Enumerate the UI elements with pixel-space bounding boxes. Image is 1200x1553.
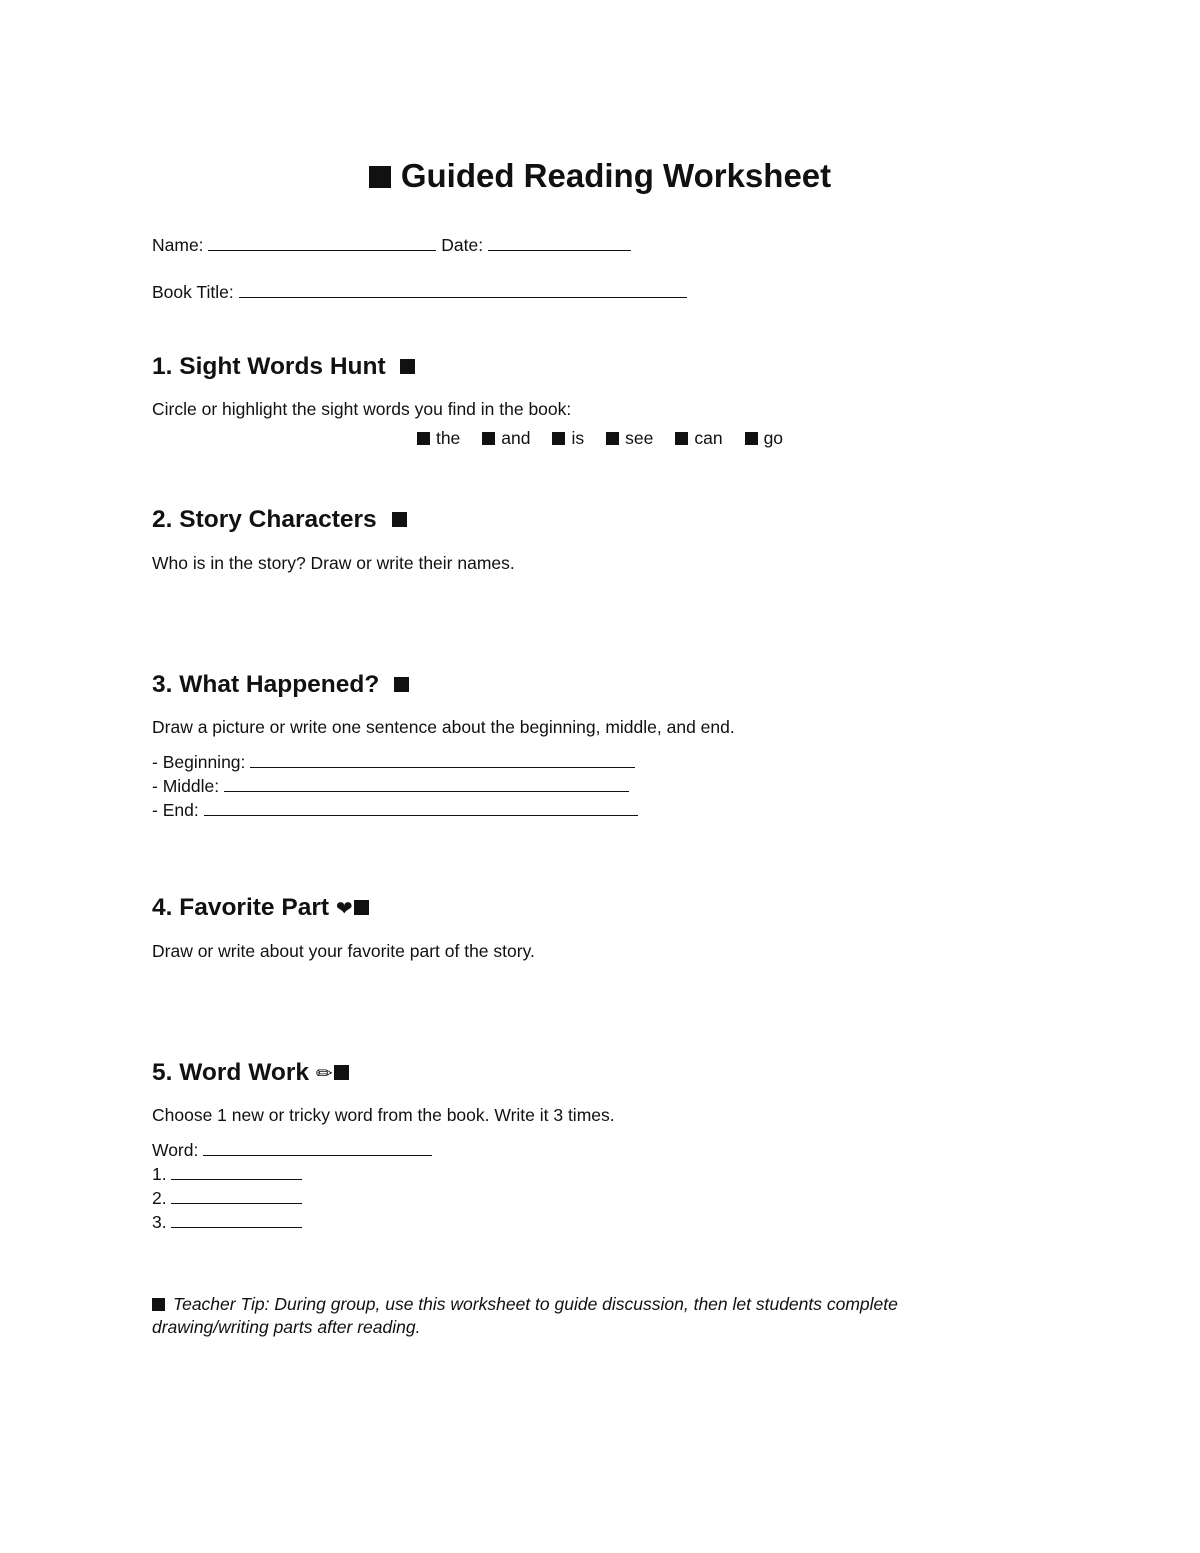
teacher-tip-text: Teacher Tip: During group, use this worksheet to guide discussion, then let students complete drawing/writing parts after reading. xyxy=(152,1294,898,1337)
sight-word-item[interactable] xyxy=(606,427,653,449)
square-bullet-icon xyxy=(400,359,415,374)
practice-row-1 xyxy=(152,1163,302,1185)
name-date-row xyxy=(152,234,631,256)
title-text: Guided Reading Worksheet xyxy=(400,157,832,194)
section-4-heading xyxy=(152,893,375,924)
page-title xyxy=(0,155,1200,197)
middle-blank[interactable] xyxy=(224,776,629,792)
section-2-heading xyxy=(152,505,413,535)
sight-word-item[interactable] xyxy=(675,427,722,449)
section-3-title: 3. What Happened? xyxy=(152,671,380,698)
square-bullet-icon xyxy=(152,1298,165,1311)
beginning-blank[interactable] xyxy=(250,752,635,768)
section-2-title: 2. Story Characters xyxy=(152,506,377,533)
checkbox-square-icon xyxy=(552,432,565,445)
word-blank[interactable] xyxy=(203,1140,432,1156)
beginning-label: - Beginning: xyxy=(152,752,246,772)
sight-word-item[interactable] xyxy=(552,427,584,449)
date-label: Date: xyxy=(441,235,484,255)
square-bullet-icon xyxy=(392,512,407,527)
section-3-instruction: Draw a picture or write one sentence about the beginning, middle, and end. xyxy=(152,717,735,737)
section-4-title: 4. Favorite Part xyxy=(152,894,330,921)
end-label: - End: xyxy=(152,800,199,820)
checkbox-square-icon xyxy=(417,432,430,445)
section-2-instruction: Who is in the story? Draw or write their names. xyxy=(152,553,515,573)
section-4-instruction: Draw or write about your favorite part of the story. xyxy=(152,941,535,961)
book-title-blank[interactable] xyxy=(239,282,687,298)
book-title-label: Book Title: xyxy=(152,282,234,302)
middle-label: - Middle: xyxy=(152,776,220,796)
square-bullet-icon xyxy=(334,1065,349,1080)
teacher-tip xyxy=(152,1293,1012,1339)
beginning-row xyxy=(152,751,635,773)
section-3-heading xyxy=(152,670,415,700)
square-bullet-icon xyxy=(394,677,409,692)
section-5-heading xyxy=(152,1058,355,1089)
end-row xyxy=(152,799,638,821)
sight-word: see xyxy=(625,428,654,448)
sight-word-list xyxy=(0,427,1200,449)
square-bullet-icon xyxy=(354,900,369,915)
square-bullet-icon xyxy=(369,166,391,188)
pencil-icon: ✏ xyxy=(315,1063,333,1085)
checkbox-square-icon xyxy=(675,432,688,445)
word-row xyxy=(152,1139,432,1161)
end-blank[interactable] xyxy=(204,800,638,816)
checkbox-square-icon xyxy=(745,432,758,445)
word-label: Word: xyxy=(152,1140,199,1160)
checkbox-square-icon xyxy=(606,432,619,445)
sight-word-item[interactable] xyxy=(482,427,530,449)
book-title-row xyxy=(152,281,687,303)
practice-number: 3. xyxy=(152,1212,167,1232)
section-1-heading xyxy=(152,352,421,382)
date-blank[interactable] xyxy=(488,235,631,251)
name-label: Name: xyxy=(152,235,204,255)
practice-number: 1. xyxy=(152,1164,167,1184)
practice-row-3 xyxy=(152,1211,302,1233)
section-5-instruction: Choose 1 new or tricky word from the book. Write it 3 times. xyxy=(152,1105,615,1125)
practice-blank[interactable] xyxy=(171,1188,302,1204)
sight-word: is xyxy=(571,428,585,448)
practice-number: 2. xyxy=(152,1188,167,1208)
sight-word-item[interactable] xyxy=(745,427,783,449)
sight-word: and xyxy=(501,428,531,448)
practice-blank[interactable] xyxy=(171,1164,302,1180)
sight-word: the xyxy=(435,428,461,448)
middle-row xyxy=(152,775,629,797)
sight-word: go xyxy=(763,428,784,448)
section-5-title: 5. Word Work xyxy=(152,1059,310,1086)
practice-row-2 xyxy=(152,1187,302,1209)
sight-word-item[interactable] xyxy=(417,427,460,449)
name-blank[interactable] xyxy=(208,235,436,251)
checkbox-square-icon xyxy=(482,432,495,445)
sight-word: can xyxy=(694,428,723,448)
heart-icon: ❤ xyxy=(335,898,353,920)
section-1-instruction: Circle or highlight the sight words you find in the book: xyxy=(152,399,572,419)
section-1-title: 1. Sight Words Hunt xyxy=(152,353,386,380)
practice-blank[interactable] xyxy=(171,1212,302,1228)
